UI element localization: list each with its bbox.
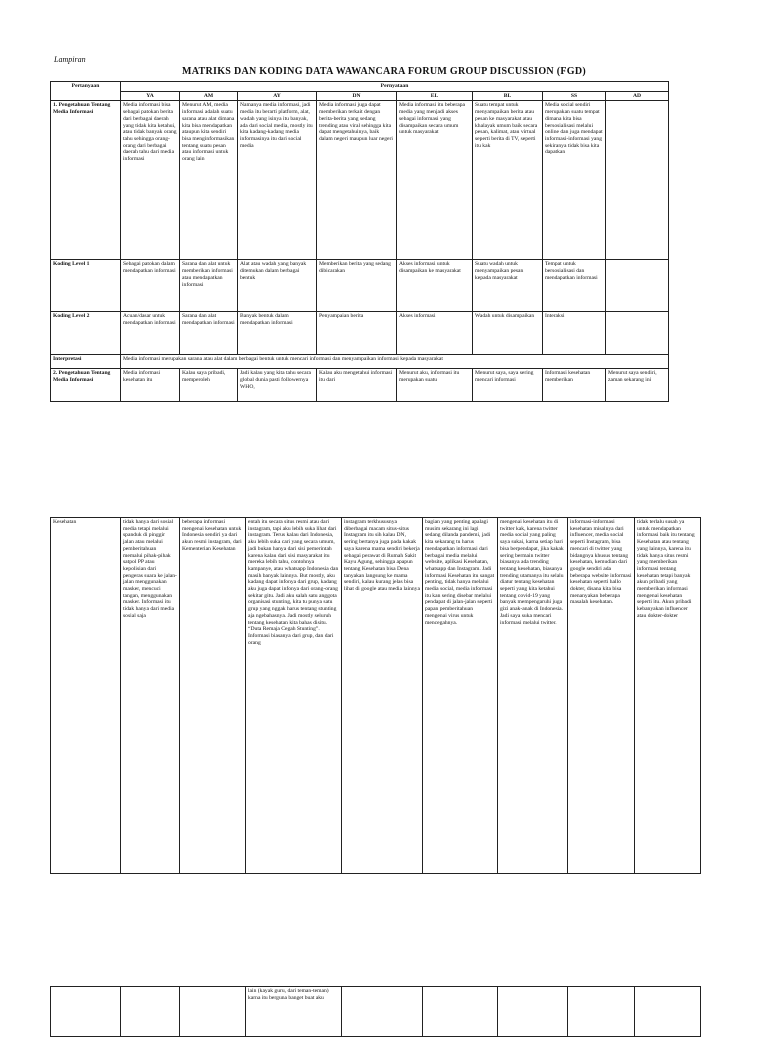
table-row [51, 518, 701, 874]
answer-cell [342, 987, 423, 1037]
answer-cell [180, 987, 246, 1037]
answer-cell: Menurut saya sendiri, zaman sekarang ini [606, 369, 669, 402]
answer-cell: Media informasi kesehatan itu [121, 369, 180, 402]
answer-cell: Suatu tempat untuk menyampaikan berita atau pesan ke masyarakat atau khalayak umum baik secara pesan, kalimat, atau virtual seperti berita di TV, seperti itu kak [473, 101, 543, 260]
answer-cell: Suatu wadah untuk menyampaikan pesan kepada masyarakat [473, 260, 543, 312]
table-row [51, 312, 669, 355]
answer-cell: Banyak bentuk dalam mendapatkan informasi [238, 312, 317, 355]
answer-cell: Jadi kalau yang kita tahu secara global dunia pasti followernya WHO, [238, 369, 317, 402]
answer-cell: Interaksi [543, 312, 606, 355]
interpretasi-text: Media informasi merupakan sarana atau alat dalam berbagai bentuk untuk mencari informasi dan menyampaikan informasi kepada masyarakat [121, 355, 669, 369]
table-row [51, 355, 669, 369]
answer-cell: Kalau saya pribadi, memperoleh [180, 369, 238, 402]
answer-cell: Menurut saya, saya sering mencari informasi [473, 369, 543, 402]
matrix-table-page-1 [50, 81, 669, 402]
answer-cell: Tempat untuk bersosialisasi dan mendapatkan informasi [543, 260, 606, 312]
table-row [51, 987, 701, 1037]
answer-cell: Media informasi juga dapat memberikan terkait dengan berita-berita yang sedang trending atau viral sehingga kita dapat mengetahuinya, baik dalam negeri maupun luar negeri [317, 101, 397, 260]
answer-cell: Media informasi bisa sebagai patokan berita dari berbagai daerah yang tidak kita ketahui, atau tidak banyak orang tahu sehingga orang-orang dari berbagai daerah tahu dari media informasi [121, 101, 180, 260]
answer-cell: instagram terkhususnya diberbagai macam situs-situs Instagram itu sih kalau DN, sering bertanya juga pada kakak saya karena mama sendiri bekerja sebagai perawat di Rumah Sakit Kayu Agung, sehingga apapun tentang Kesehatan bisa Dena tanyakan langsung ke mama sendiri, kalau kurang jelas bisa lihat di google atau media lainnya [342, 518, 423, 874]
answer-cell [606, 260, 669, 312]
answer-cell: Penyampaian berita [317, 312, 397, 355]
question-label: 2. Pengetahuan Tentang Media Informasi [51, 369, 121, 402]
answer-cell: Sebagai patokan dalam mendapatkan informasi [121, 260, 180, 312]
answer-cell [606, 312, 669, 355]
table-row [51, 260, 669, 312]
answer-cell: mengenai kesehatan itu di twitter kak, karena twitter media social yang paling saya sukai, karna setiap hari bisa berpendapat, jika kakak sering bermain twitter biasanya ada trending tentang kesehatan, biasanya trending utamanya itu selalu diatur tentang kesehatan seperti yang kita ketahui tentang covid-19 yang banyak mempengaruhi juga gizi anak-anak di Indonesia. Jadi saya suka mencari informasi melalui twitter. [498, 518, 568, 874]
answer-cell [635, 987, 701, 1037]
answer-cell: Media informasi itu beberapa media yang menjadi akses sebagai informasi yang disampaikan secara umum untuk masyarakat [397, 101, 473, 260]
answer-cell: Akses informasi [397, 312, 473, 355]
answer-cell: tidak terlalu susah ya untuk mendapatkan informasi baik itu tentang Kesehatan atau tentang yang lainnya, karena itu tidak hanya situs resmi yang memberikan informasi tentang kesehatan tetapi banyak akun pribadi yang memberikan informasi mengenai kesehatan seperti itu. Akun pribadi kebanyakan influencer atau dokter-dokter [635, 518, 701, 874]
answer-cell: bagian yang penting apalagi musim sekarang ini lagi sedang dilanda pandemi, jadi kita sekarang tu harus mendapatkan informasi dari berbagai media melalui website, aplikasi Kesehatan, whatsapp dan Instagram. Jadi informasi Kesehatan itu sangat penting, tidak hanya melalui media social, media informasi itu kan sering disebar melalui pendapat di jalan-jalan seperti papan pemberitahuan mengenai virus untuk mencegahnya. [423, 518, 498, 874]
question-label: Kesehatan [51, 518, 121, 874]
koding-level-2-label: Koding Level 2 [51, 312, 121, 355]
answer-cell: beberapa informasi mengenai kesehatan untuk Indonesia sendiri ya dari akun resmi instagram, dari Kementerian Kesehatan [180, 518, 246, 874]
header-pernyataan: Pernyataan [121, 82, 669, 92]
answer-cell: Acuan/dasar untuk mendapatkan informasi [121, 312, 180, 355]
answer-cell: Namanya media informasi, jadi media itu berarti platform, alat, wadah yang isinya itu banyak, ada dari social media, mostly itu kita kadang-kadang media informasinya itu dari social media [238, 101, 317, 260]
interpretasi-label: Interpretasi [51, 355, 121, 369]
answer-cell [606, 101, 669, 260]
lampiran-label: Lampiran [54, 55, 86, 64]
answer-cell: entah itu secara situs resmi atau dari instagram, tapi aku lebih suka lihat dari instagram. Terus kalau dari Indonesia, aku lebih suka cari yang secara umum, jadi bukan hanya dari sisi pemerintah karena kalau dari sisi masyarakat itu mereka lebih tahu, contohnya kampanye, atau whatsapp Indonesia dan masih banyak lainnya. But mostly, aku kadang dapat infonya dari grup, kadang aku juga dapat infonya dari orang-orang sekitar gitu. Jadi aku salah satu anggota organisasi stunting, kita tu punya satu grup yang nggak harus tentang stunting aja ngebahasnya. Jadi mostly seluruh tentang kesehatan kita bahas disitu. “Duta Remaja Cegah Stunting”. Informasi biasanya dari grup, dan dari orang [246, 518, 342, 874]
answer-cell [423, 987, 498, 1037]
answer-cell: Alat atau wadah yang banyak ditemukan dalam berbagai bentuk [238, 260, 317, 312]
answer-cell: Menurut AM, media informasi adalah suatu sarana atau alat dimana kita bisa mendapatkan ataupun kita sendiri bisa menginformasikan tentang suatu pesan atau informasi untuk orang lain [180, 101, 238, 260]
matrix-table-page-2 [50, 517, 701, 874]
table-row [51, 369, 669, 402]
matrix-table-page-3 [50, 986, 701, 1037]
answer-cell: informasi-informasi kesehatan misalnya dari influencer, media social seperti Instagram, bisa mencari di twitter yang bidangnya khusus tentang kesehatan, kemudian dari google sendiri ada beberapa website informasi kesehatan seperti hallo dokter, disana kita bisa menanyakan beberapa masalah kesehatan. [568, 518, 635, 874]
header-code: EL [397, 91, 473, 101]
header-code: SS [543, 91, 606, 101]
answer-cell: Menurut aku, informasi itu merupakan suatu [397, 369, 473, 402]
document-title: MATRIKS DAN KODING DATA WAWANCARA FORUM GROUP DISCUSSION (FGD) [182, 66, 586, 77]
answer-cell: Sarana dan alat untuk memberikan informasi atau mendapatkan informasi [180, 260, 238, 312]
answer-cell [568, 987, 635, 1037]
answer-cell [121, 987, 180, 1037]
header-code: YA [121, 91, 180, 101]
header-code: AM [180, 91, 238, 101]
header-code: AY [238, 91, 317, 101]
header-code: BL [473, 91, 543, 101]
header-code: AD [606, 91, 669, 101]
question-label [51, 987, 121, 1037]
answer-cell [498, 987, 568, 1037]
answer-cell: Sarana dan alat mendapatkan informasi [180, 312, 238, 355]
answer-cell: Wadah untuk disampaikan [473, 312, 543, 355]
answer-cell: Akses informasi untuk disampaikan ke masyarakat [397, 260, 473, 312]
answer-cell: Memberikan berita yang sedang dibicarakan [317, 260, 397, 312]
answer-cell: Informasi kesehatan memberikan [543, 369, 606, 402]
table-row [51, 101, 669, 260]
answer-cell: tidak hanya dari sosial media tetapi melalui spanduk di pinggir jalan atau melalui pemberitahuan memalui pihak-pihak satpol PP atau kepolisian dari pengeras suara ke jalan-jalan menggunakan masker, mencuci tangan, menggunakan masker. Informasi itu tidak hanya dari media sosial saja [121, 518, 180, 874]
header-pertanyaan: Pertanyaan [51, 82, 121, 101]
header-code: DN [317, 91, 397, 101]
question-label: 1. Pengetahuan Tentang Media Informasi [51, 101, 121, 260]
koding-level-1-label: Koding Level 1 [51, 260, 121, 312]
answer-cell: lain (kayak guru, dari teman-teman) karna itu berguna banget buat aku [246, 987, 342, 1037]
answer-cell: Kalau aku mengetahui informasi itu dari [317, 369, 397, 402]
answer-cell: Media social sendiri merupakan suatu tempat dimana kita bisa bersosialisasi melalui online dan juga mendapat informasi-informasi yang sekiranya tidak bisa kita dapatkan [543, 101, 606, 260]
